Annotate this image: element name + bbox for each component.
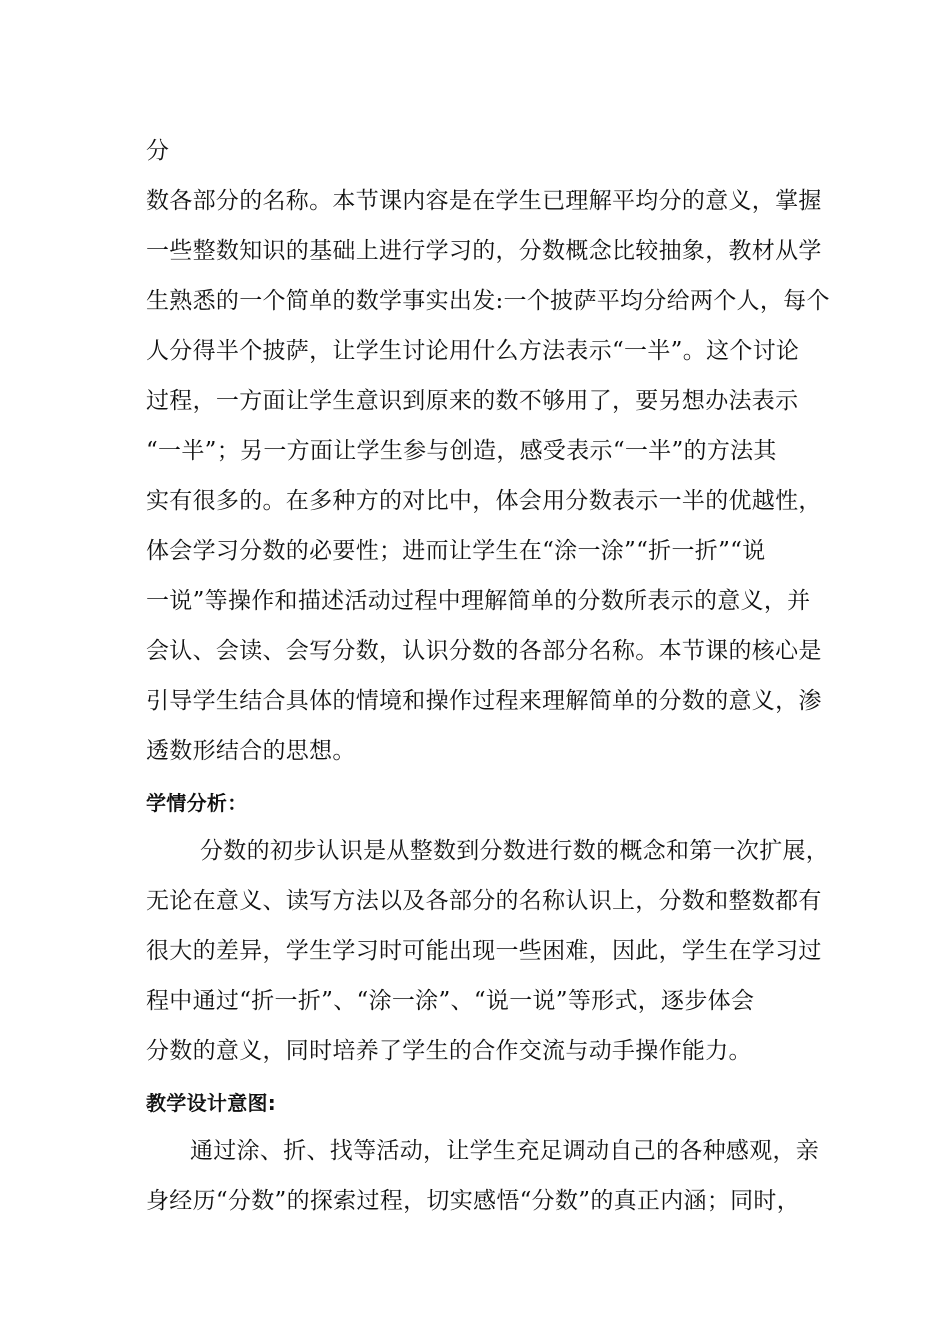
paragraph-line: 数各部分的名称。本节课内容是在学生已理解平均分的意义，掌握 [146, 188, 822, 214]
paragraph-line: 人分得半个披萨，让学生讨论用什么方法表示“一半”。这个讨论 [146, 338, 800, 364]
paragraph-line: 通过涂、折、找等活动，让学生充足调动自己的各种感观，亲 [190, 1138, 820, 1164]
section-heading-design-intent: 教学设计意图: [146, 1091, 277, 1115]
paragraph-line: 会认、会读、会写分数，认识分数的各部分名称。本节课的核心是 [146, 638, 822, 664]
paragraph-line: 分 [146, 138, 170, 164]
paragraph-line: 一说”等操作和描述活动过程中理解简单的分数所表示的意义，并 [146, 588, 811, 614]
paragraph-line: 分数的意义，同时培养了学生的合作交流与动手操作能力。 [146, 1038, 752, 1064]
paragraph-line: 实有很多的。在多种方的对比中，体会用分数表示一半的优越性， [146, 488, 822, 514]
paragraph-line: 分数的初步认识是从整数到分数进行数的概念和第一次扩展， [200, 838, 830, 864]
paragraph-line: “一半”；另一方面让学生参与创造，感受表示“一半”的方法其 [146, 438, 777, 464]
paragraph-line: 程中通过“折一折”、“涂一涂”、“说一说”等形式，逐步体会 [146, 988, 755, 1014]
paragraph-line: 一些整数知识的基础上进行学习的，分数概念比较抽象，教材从学 [146, 238, 822, 264]
paragraph-line: 过程，一方面让学生意识到原来的数不够用了，要另想办法表示 [146, 388, 799, 414]
paragraph-line: 引导学生结合具体的情境和操作过程来理解简单的分数的意义，渗 [146, 688, 822, 714]
section-heading-student-analysis: 学情分析： [146, 791, 248, 815]
paragraph-line: 无论在意义、读写方法以及各部分的名称认识上，分数和整数都有 [146, 888, 822, 914]
paragraph-line: 身经历“分数”的探索过程，切实感悟“分数”的真正内涵；同时， [146, 1188, 801, 1214]
paragraph-line: 体会学习分数的必要性；进而让学生在“涂一涂”“折一折”“说 [146, 538, 766, 564]
paragraph-line: 生熟悉的一个简单的数学事实出发:一个披萨平均分给两个人，每个 [146, 288, 830, 314]
paragraph-line: 很大的差异，学生学习时可能出现一些困难，因此，学生在学习过 [146, 938, 822, 964]
paragraph-line: 透数形结合的思想。 [146, 738, 356, 764]
